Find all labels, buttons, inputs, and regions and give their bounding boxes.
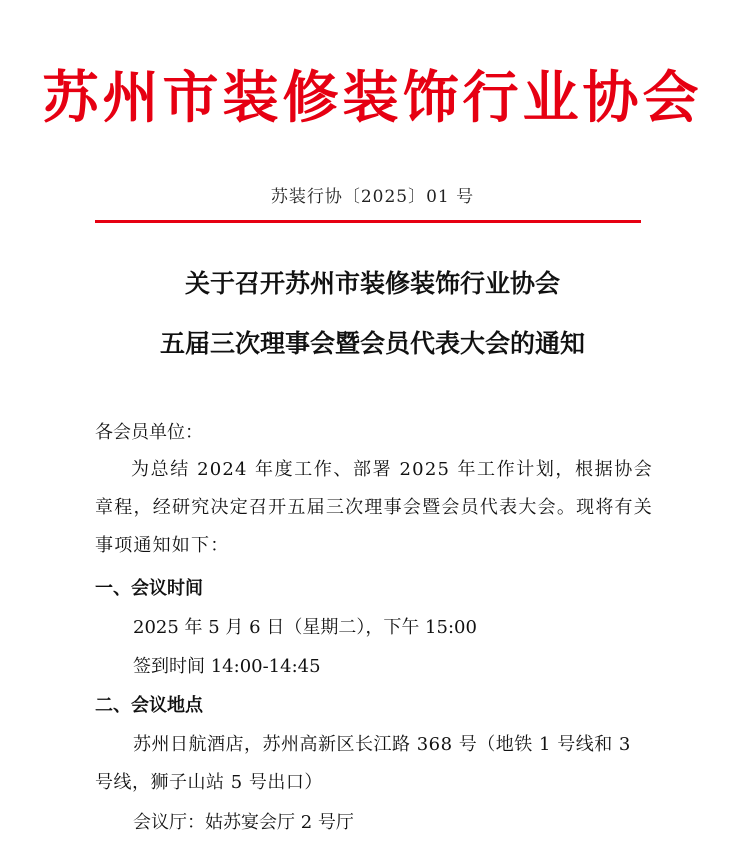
- notice-title-line-2: 五届三次理事会暨会员代表大会的通知: [159, 329, 585, 358]
- red-divider-rule: [95, 220, 641, 223]
- notice-title-line-1: 关于召开苏州市装修装饰行业协会: [184, 269, 560, 298]
- document-number: 苏装行协〔2025〕01 号: [270, 187, 475, 207]
- intro-paragraph: 为总结 2024 年度工作、部署 2025 年工作计划，根据协会章程，经研究决定召开五届三次理事会暨会员代表大会。现将有关事项通知如下：: [95, 459, 653, 556]
- meeting-date-time: 2025 年 5 月 6 日（星期二），下午 15:00: [133, 617, 477, 638]
- section-heading-meeting-venue: 二、会议地点: [95, 695, 203, 716]
- section-heading-meeting-time: 一、会议时间: [95, 578, 203, 599]
- check-in-time: 签到时间 14:00-14:45: [133, 656, 321, 677]
- letterhead-title: 苏州市装修装饰行业协会: [42, 65, 703, 131]
- salutation: 各会员单位：: [95, 422, 203, 443]
- meeting-hall: 会议厅：姑苏宴会厅 2 号厅: [133, 812, 354, 833]
- venue-address: 苏州日航酒店，苏州高新区长江路 368 号（地铁 1 号线和 3 号线，狮子山站 5 号出口）: [95, 734, 631, 793]
